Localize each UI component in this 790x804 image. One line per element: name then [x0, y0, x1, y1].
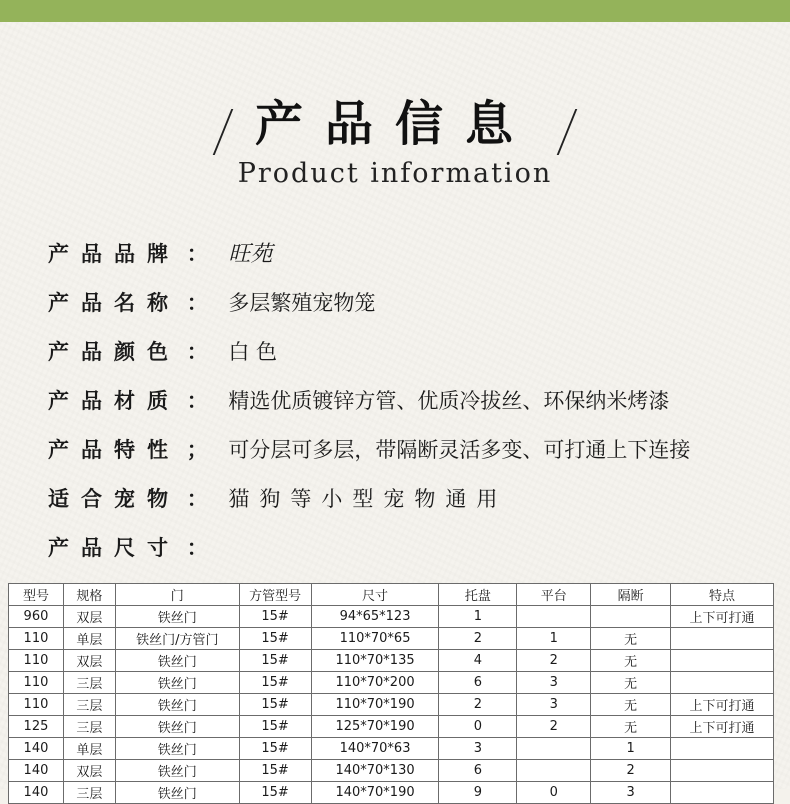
table-cell	[671, 650, 774, 672]
table-cell: 15#	[239, 738, 311, 760]
table-cell: 3	[517, 672, 591, 694]
table-cell	[517, 606, 591, 628]
table-cell: 无	[591, 650, 671, 672]
table-row	[9, 606, 774, 628]
table-cell: 无	[591, 672, 671, 694]
table-cell: 140*70*130	[311, 760, 439, 782]
table-cell: 125*70*190	[311, 716, 439, 738]
table-cell: 铁丝门	[115, 606, 239, 628]
table-cell: 2	[517, 650, 591, 672]
table-cell: 铁丝门	[115, 672, 239, 694]
title-subtitle: Product information	[237, 158, 553, 189]
table-cell: 110*70*190	[311, 694, 439, 716]
table-cell: 0	[517, 782, 591, 804]
table-cell	[671, 672, 774, 694]
top-color-bar	[0, 0, 790, 22]
table-cell: 1	[439, 606, 517, 628]
table-row	[9, 672, 774, 694]
table-cell: 2	[439, 694, 517, 716]
table-cell: 上下可打通	[671, 606, 774, 628]
table-cell	[671, 628, 774, 650]
table-cell: 94*65*123	[311, 606, 439, 628]
table-header-cell: 门	[115, 584, 239, 606]
table-cell: 上下可打通	[671, 694, 774, 716]
table-header-row	[9, 584, 774, 606]
table-cell: 110	[9, 650, 64, 672]
table-cell: 双层	[63, 650, 115, 672]
info-row-suitable-pets	[48, 477, 507, 521]
table-cell: 铁丝门	[115, 694, 239, 716]
table-header-cell: 型号	[9, 584, 64, 606]
table-cell: 无	[591, 694, 671, 716]
title-left-slash	[213, 109, 234, 155]
table-cell: 15#	[239, 672, 311, 694]
table-cell: 双层	[63, 606, 115, 628]
table-cell: 三层	[63, 672, 115, 694]
table-cell: 无	[591, 716, 671, 738]
info-label: 适合宠物	[48, 487, 180, 511]
table-row	[9, 694, 774, 716]
table-cell: 三层	[63, 716, 115, 738]
table-cell: 无	[591, 628, 671, 650]
table-cell: 15#	[239, 628, 311, 650]
table-cell: 140	[9, 760, 64, 782]
table-cell: 铁丝门	[115, 782, 239, 804]
title-right-slash	[557, 109, 578, 155]
table-cell: 1	[517, 628, 591, 650]
info-separator: ：	[186, 389, 208, 413]
info-row-color	[48, 330, 277, 374]
size-spec-table	[8, 583, 774, 804]
table-cell: 15#	[239, 606, 311, 628]
table-cell: 上下可打通	[671, 716, 774, 738]
table-cell: 铁丝门	[115, 738, 239, 760]
table-cell: 960	[9, 606, 64, 628]
table-cell: 110	[9, 628, 64, 650]
table-cell: 15#	[239, 716, 311, 738]
table-cell: 0	[439, 716, 517, 738]
info-separator: ：	[186, 340, 208, 364]
table-header-cell: 方管型号	[239, 584, 311, 606]
table-cell: 铁丝门	[115, 760, 239, 782]
table-row	[9, 716, 774, 738]
table-cell	[517, 738, 591, 760]
table-cell: 三层	[63, 782, 115, 804]
info-separator: ；	[186, 438, 208, 462]
table-cell: 3	[591, 782, 671, 804]
info-separator: ：	[186, 536, 208, 560]
table-cell	[671, 760, 774, 782]
table-cell: 3	[517, 694, 591, 716]
table-row	[9, 628, 774, 650]
table-row	[9, 738, 774, 760]
table-cell: 单层	[63, 738, 115, 760]
info-row-features	[48, 428, 690, 472]
info-label: 产品特性	[48, 438, 180, 462]
table-cell: 双层	[63, 760, 115, 782]
info-row-material	[48, 379, 669, 423]
info-separator: ：	[186, 242, 208, 266]
info-value: 可分层可多层，带隔断灵活多变、可打通上下连接	[228, 438, 691, 462]
section-title	[0, 92, 790, 159]
info-label: 产品名称	[48, 291, 180, 315]
table-cell: 4	[439, 650, 517, 672]
info-label: 产品品牌	[48, 242, 180, 266]
info-value: 旺苑	[228, 242, 273, 267]
info-separator: ：	[186, 291, 208, 315]
table-cell: 15#	[239, 760, 311, 782]
table-cell: 140*70*63	[311, 738, 439, 760]
table-cell: 9	[439, 782, 517, 804]
info-value: 白 色	[228, 340, 278, 364]
info-label: 产品材质	[48, 389, 180, 413]
table-row	[9, 760, 774, 782]
table-cell: 6	[439, 760, 517, 782]
table-cell: 110*70*135	[311, 650, 439, 672]
info-value: 精选优质镀锌方管、优质冷拔丝、环保纳米烤漆	[228, 389, 670, 413]
table-cell: 140	[9, 782, 64, 804]
table-cell	[591, 606, 671, 628]
info-row-size	[48, 526, 228, 570]
table-header-cell: 平台	[517, 584, 591, 606]
info-label: 产品颜色	[48, 340, 180, 364]
table-cell: 15#	[239, 694, 311, 716]
info-row-brand	[48, 232, 272, 276]
info-row-name	[48, 281, 375, 325]
table-cell: 140*70*190	[311, 782, 439, 804]
table-cell: 2	[517, 716, 591, 738]
info-value: 猫狗等小型宠物通用	[228, 487, 508, 511]
table-cell: 铁丝门	[115, 650, 239, 672]
table-cell: 三层	[63, 694, 115, 716]
table-cell: 110*70*200	[311, 672, 439, 694]
table-cell: 125	[9, 716, 64, 738]
table-cell: 2	[439, 628, 517, 650]
table-cell	[517, 760, 591, 782]
table-cell: 140	[9, 738, 64, 760]
table-header-cell: 尺寸	[311, 584, 439, 606]
table-cell: 单层	[63, 628, 115, 650]
table-cell: 15#	[239, 782, 311, 804]
table-cell	[671, 738, 774, 760]
table-row	[9, 650, 774, 672]
info-value: 多层繁殖宠物笼	[228, 291, 376, 315]
table-header-cell: 规格	[63, 584, 115, 606]
table-header-cell: 托盘	[439, 584, 517, 606]
table-cell: 铁丝门	[115, 716, 239, 738]
table-cell: 110	[9, 672, 64, 694]
table-cell: 6	[439, 672, 517, 694]
table-header-cell: 特点	[671, 584, 774, 606]
table-cell: 1	[591, 738, 671, 760]
table-header-cell: 隔断	[591, 584, 671, 606]
table-cell	[671, 782, 774, 804]
table-cell: 15#	[239, 650, 311, 672]
title-text: 产品信息	[254, 96, 535, 152]
table-cell: 3	[439, 738, 517, 760]
info-label: 产品尺寸	[48, 536, 180, 560]
info-separator: ：	[186, 487, 208, 511]
table-row	[9, 782, 774, 804]
table-cell: 2	[591, 760, 671, 782]
table-cell: 110*70*65	[311, 628, 439, 650]
table-cell: 铁丝门/方管门	[115, 628, 239, 650]
table-cell: 110	[9, 694, 64, 716]
